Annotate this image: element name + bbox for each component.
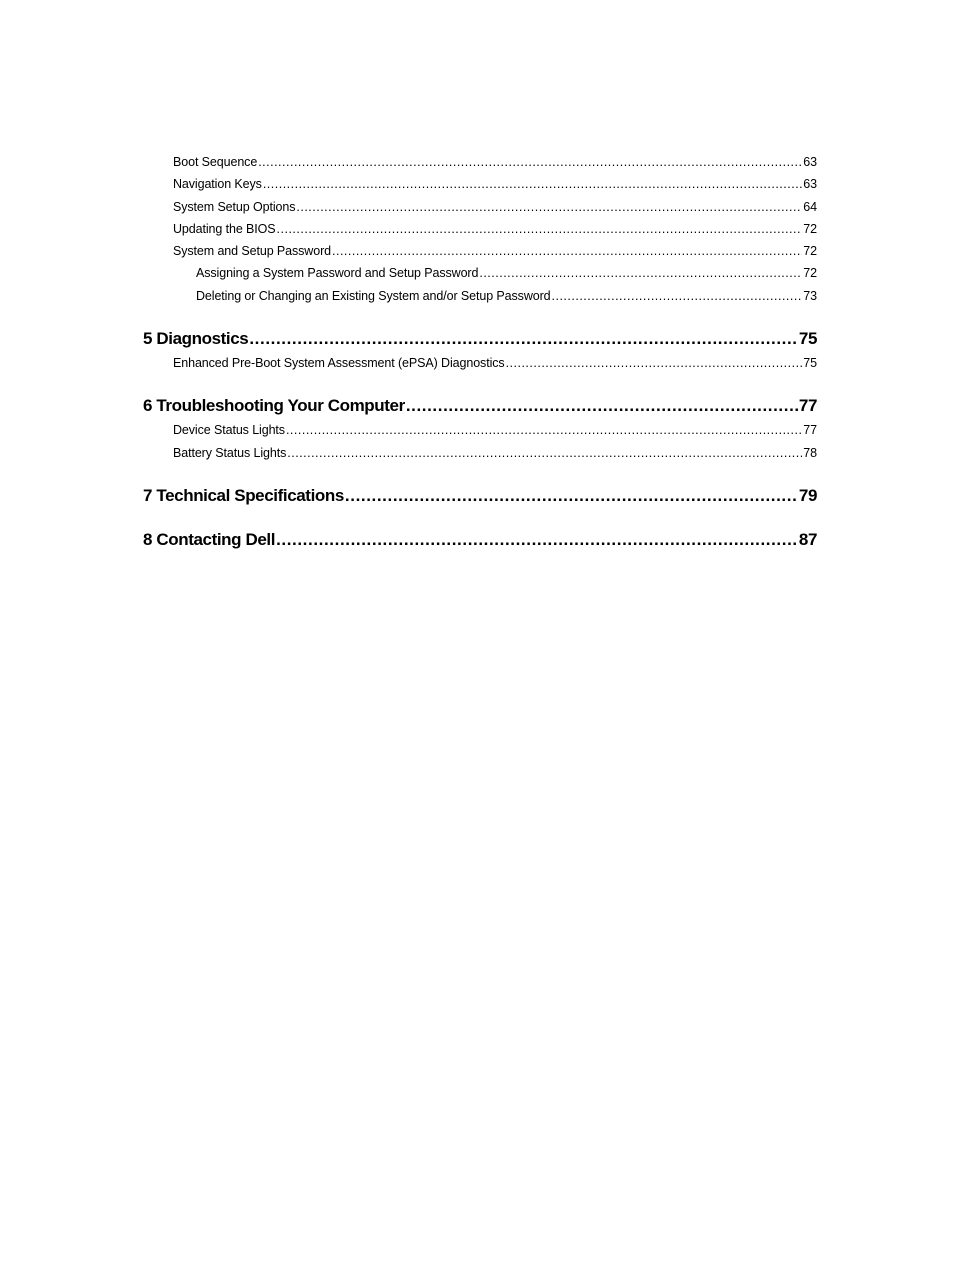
toc-chapter-title: 7 Technical Specifications	[143, 485, 344, 505]
toc-page-number: 77	[798, 396, 817, 416]
toc-entry-boot-sequence[interactable]	[143, 151, 817, 173]
toc-page-number: 79	[798, 485, 817, 505]
toc-entry-deleting-password[interactable]	[143, 285, 817, 307]
toc-entry-title: Updating the BIOS	[173, 221, 276, 236]
toc-chapter-contacting-dell[interactable]	[143, 527, 817, 553]
toc-page-number: 75	[803, 356, 817, 371]
toc-entry-title: System and Setup Password	[173, 244, 331, 259]
toc-entry-title: Boot Sequence	[173, 155, 258, 169]
toc-page-number: 72	[803, 221, 817, 236]
toc-entry-title: System Setup Options	[173, 199, 296, 214]
toc-entry-title: Enhanced Pre-Boot System Assessment (ePSA) Diagnostics	[173, 356, 505, 371]
dot-leader	[506, 352, 803, 374]
toc-page-number: 75	[798, 329, 817, 349]
toc-chapter-title: 8 Contacting Dell	[143, 529, 276, 549]
toc-chapter-technical-specifications[interactable]	[143, 483, 817, 509]
toc-entry-title: Assigning a System Password and Setup Password	[196, 266, 479, 281]
table-of-contents	[143, 151, 817, 553]
dot-leader	[249, 326, 798, 352]
toc-page-number: 64	[803, 199, 817, 214]
dot-leader	[479, 262, 802, 284]
toc-page-number: 78	[803, 445, 817, 460]
toc-entry-system-and-setup-password[interactable]	[143, 240, 817, 262]
toc-entry-updating-the-bios[interactable]	[143, 218, 817, 240]
dot-leader	[258, 151, 802, 173]
toc-page-number: 72	[803, 266, 817, 281]
toc-entry-system-setup-options[interactable]	[143, 196, 817, 218]
toc-entry-title: Device Status Lights	[173, 423, 285, 438]
dot-leader	[332, 240, 802, 262]
toc-entry-device-status-lights[interactable]	[143, 419, 817, 441]
toc-chapter-title: 6 Troubleshooting Your Computer	[143, 396, 405, 416]
toc-page-number: 63	[803, 177, 817, 192]
dot-leader	[406, 393, 798, 419]
toc-entry-navigation-keys[interactable]	[143, 173, 817, 195]
toc-page-number: 72	[803, 244, 817, 259]
dot-leader	[263, 173, 802, 195]
dot-leader	[345, 483, 798, 509]
dot-leader	[286, 419, 802, 441]
toc-page-number: 87	[798, 529, 817, 549]
toc-chapter-diagnostics[interactable]	[143, 326, 817, 352]
toc-entry-battery-status-lights[interactable]	[143, 442, 817, 464]
dot-leader	[287, 442, 802, 464]
toc-chapter-troubleshooting[interactable]	[143, 393, 817, 419]
toc-entry-title: Deleting or Changing an Existing System and/or Setup Password	[196, 288, 551, 303]
toc-page-number: 63	[803, 155, 817, 169]
toc-entry-title: Battery Status Lights	[173, 445, 287, 460]
toc-page-number: 73	[803, 288, 817, 303]
toc-chapter-title: 5 Diagnostics	[143, 329, 249, 349]
toc-entry-title: Navigation Keys	[173, 177, 262, 192]
dot-leader	[552, 285, 803, 307]
toc-page-number: 77	[803, 423, 817, 438]
toc-entry-assigning-password[interactable]	[143, 262, 817, 284]
dot-leader	[276, 527, 798, 553]
dot-leader	[296, 196, 802, 218]
toc-entry-epsa-diagnostics[interactable]	[143, 352, 817, 374]
dot-leader	[277, 218, 803, 240]
